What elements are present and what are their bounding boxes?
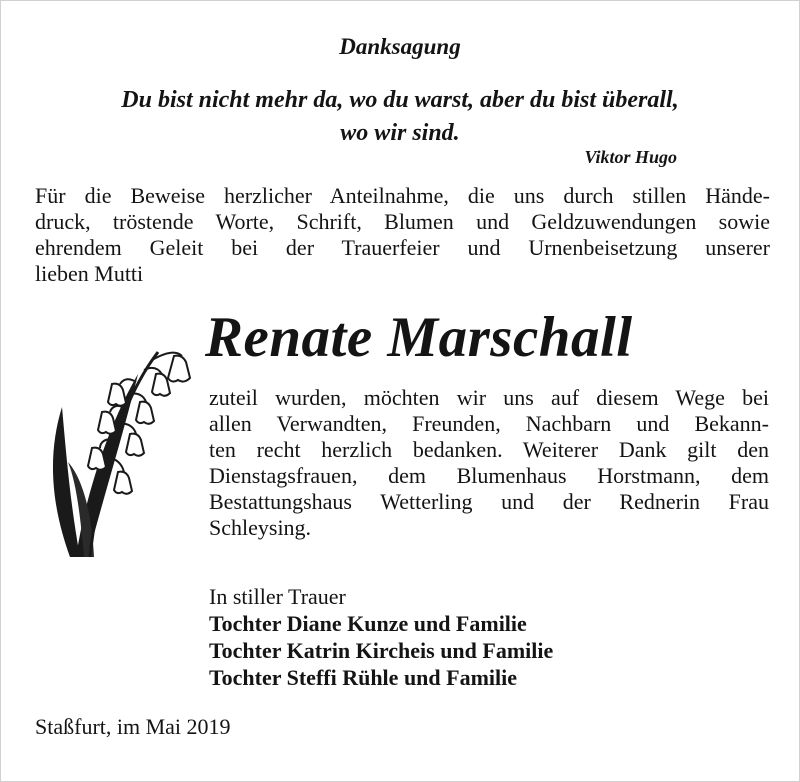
thanks-line: allen Verwandten, Freunden, Nachbarn und Bekann- xyxy=(209,411,769,436)
signature-intro: In stiller Trauer xyxy=(209,584,346,609)
lily-of-the-valley-icon xyxy=(40,312,200,562)
mourner-name: Tochter Katrin Kircheis und Familie xyxy=(209,638,554,663)
intro-line: druck, tröstende Worte, Schrift, Blumen und Geldzuwendungen sowie xyxy=(35,209,770,234)
signature-block xyxy=(209,583,553,691)
thanks-line: Schleysing. xyxy=(209,515,312,540)
intro-line: Für die Beweise herzlicher Anteilnahme, die uns durch stillen Hände- xyxy=(35,183,770,208)
mourner-name: Tochter Steffi Rühle und Familie xyxy=(209,665,518,690)
intro-line: lieben Mutti xyxy=(35,261,144,286)
thanks-line: ten recht herzlich bedanken. Weiterer Dank gilt den xyxy=(209,437,769,462)
quote-line-2: wo wir sind. xyxy=(340,120,460,146)
quote-line-1: Du bist nicht mehr da, wo du warst, aber du bist überall, xyxy=(121,87,679,113)
notice-heading: Danksagung xyxy=(339,34,461,59)
place-date: Staßfurt, im Mai 2019 xyxy=(35,714,231,739)
thanks-line: Dienstagsfrauen, dem Blumenhaus Horstmann, dem xyxy=(209,463,769,488)
deceased-name: Renate Marschall xyxy=(205,306,633,369)
thanks-line: zuteil wurden, möchten wir uns auf diesem Wege bei xyxy=(209,385,769,410)
thanks-line: Bestattungshaus Wetterling und der Rednerin Frau xyxy=(209,489,769,514)
mourner-name: Tochter Diane Kunze und Familie xyxy=(209,611,527,636)
quote-author: Viktor Hugo xyxy=(584,147,677,167)
quote xyxy=(0,84,800,150)
intro-paragraph xyxy=(35,183,770,287)
thanks-paragraph xyxy=(209,385,769,541)
intro-line: ehrendem Geleit bei der Trauerfeier und Urnenbeisetzung unserer xyxy=(35,235,770,260)
